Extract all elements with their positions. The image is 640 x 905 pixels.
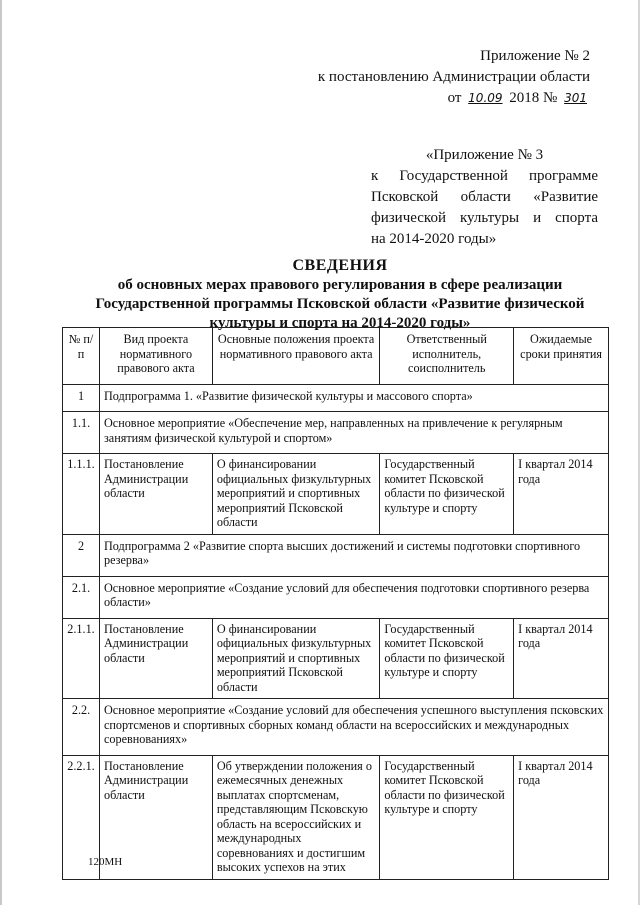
row-number: 2.2.1. [63,755,100,879]
annex-line-2: к Государственной программе [371,168,598,184]
footer-code: 120МН [88,856,123,868]
appendix-number: Приложение № 2 [480,48,590,64]
table-row [63,454,609,535]
act-type-cell: Постановление Администрации области [99,454,212,535]
annex-line-4: физической культуры и спорта [371,210,598,226]
row-number: 1.1. [63,412,100,454]
title-sub-3: культуры и спорта на 2014-2020 годы» [209,315,471,331]
row-number: 1.1.1. [63,454,100,535]
annex-reference [371,145,598,250]
section-text: Основное мероприятие «Обеспечение мер, направленных на привлечение к регулярным занятиям физической культурой и спортом» [99,412,608,454]
term-cell: I квартал 2014 года [514,454,609,535]
provisions-cell: Об утверждении положения о ежемесячных денежных выплатах спортсменам, представляющим Псковскую область на всероссийских и международных соревнованиях и достигшим высоких успехов на этих [212,755,380,879]
section-text: Подпрограмма 1. «Развитие физической культуры и массового спорта» [99,384,608,412]
row-number: 2.1. [63,576,100,618]
appendix-resolution: к постановлению Администрации области [317,69,590,85]
act-type-cell: Постановление Администрации области [99,618,212,699]
table-row [63,384,609,412]
term-cell: I квартал 2014 года [514,755,609,879]
table-row [63,755,609,879]
measures-table [62,327,609,880]
handwritten-number: 301 [564,91,587,105]
table-row [63,412,609,454]
header-cell-term: Ожидаемые сроки принятия [514,328,609,385]
document-title [70,256,610,333]
executor-cell: Государственный комитет Псковской области по физической культуре и спорту [380,454,514,535]
act-type-cell: Постановление Администрации области [99,755,212,879]
table-row [63,618,609,699]
row-number: 2.2. [63,699,100,756]
executor-cell: Государственный комитет Псковской области по физической культуре и спорту [380,618,514,699]
scan-edge-left [0,0,2,905]
provisions-cell: О финансировании официальных физкультурных мероприятий и спортивных мероприятий Псковской области [212,618,380,699]
table-header-row [63,328,609,385]
date-year: 2018 № [509,90,558,106]
row-number: 2 [63,534,100,576]
header-cell-number: № п/п [63,328,100,385]
title-main: СВЕДЕНИЯ [292,257,388,274]
annex-line-1: «Приложение № 3 [425,147,544,163]
annex-line-5: на 2014-2020 годы» [371,231,497,247]
provisions-cell: О финансировании официальных физкультурных мероприятий и спортивных мероприятий Псковской области [212,454,380,535]
header-cell-executor: Ответственный исполнитель, соисполнитель [380,328,514,385]
row-number: 2.1.1. [63,618,100,699]
section-text: Основное мероприятие «Создание условий для обеспечения успешного выступления псковских спортсменов и спортивных сборных команд области на всероссийских и международных соревнованиях» [99,699,608,756]
table-row [63,576,609,618]
section-text: Подпрограмма 2 «Развитие спорта высших достижений и системы подготовки спортивного резерва» [99,534,608,576]
row-number: 1 [63,384,100,412]
executor-cell: Государственный комитет Псковской области по физической культуре и спорту [380,755,514,879]
header-cell-act-type: Вид проекта нормативного правового акта [99,328,212,385]
title-sub-2: Государственной программы Псковской области «Развитие физической [95,296,585,312]
appendix-header [300,46,590,109]
table-row [63,699,609,756]
title-sub-1: об основных мерах правового регулирования в сфере реализации [117,277,563,293]
section-text: Основное мероприятие «Создание условий для обеспечения подготовки спортивного резерва области» [99,576,608,618]
date-prefix: от [447,90,462,106]
appendix-date-line [300,88,590,109]
annex-line-3: Псковской области «Развитие [371,189,598,205]
table-row [63,534,609,576]
header-cell-provisions: Основные положения проекта нормативного правового акта [212,328,380,385]
handwritten-date: 10.09 [468,91,503,105]
term-cell: I квартал 2014 года [514,618,609,699]
